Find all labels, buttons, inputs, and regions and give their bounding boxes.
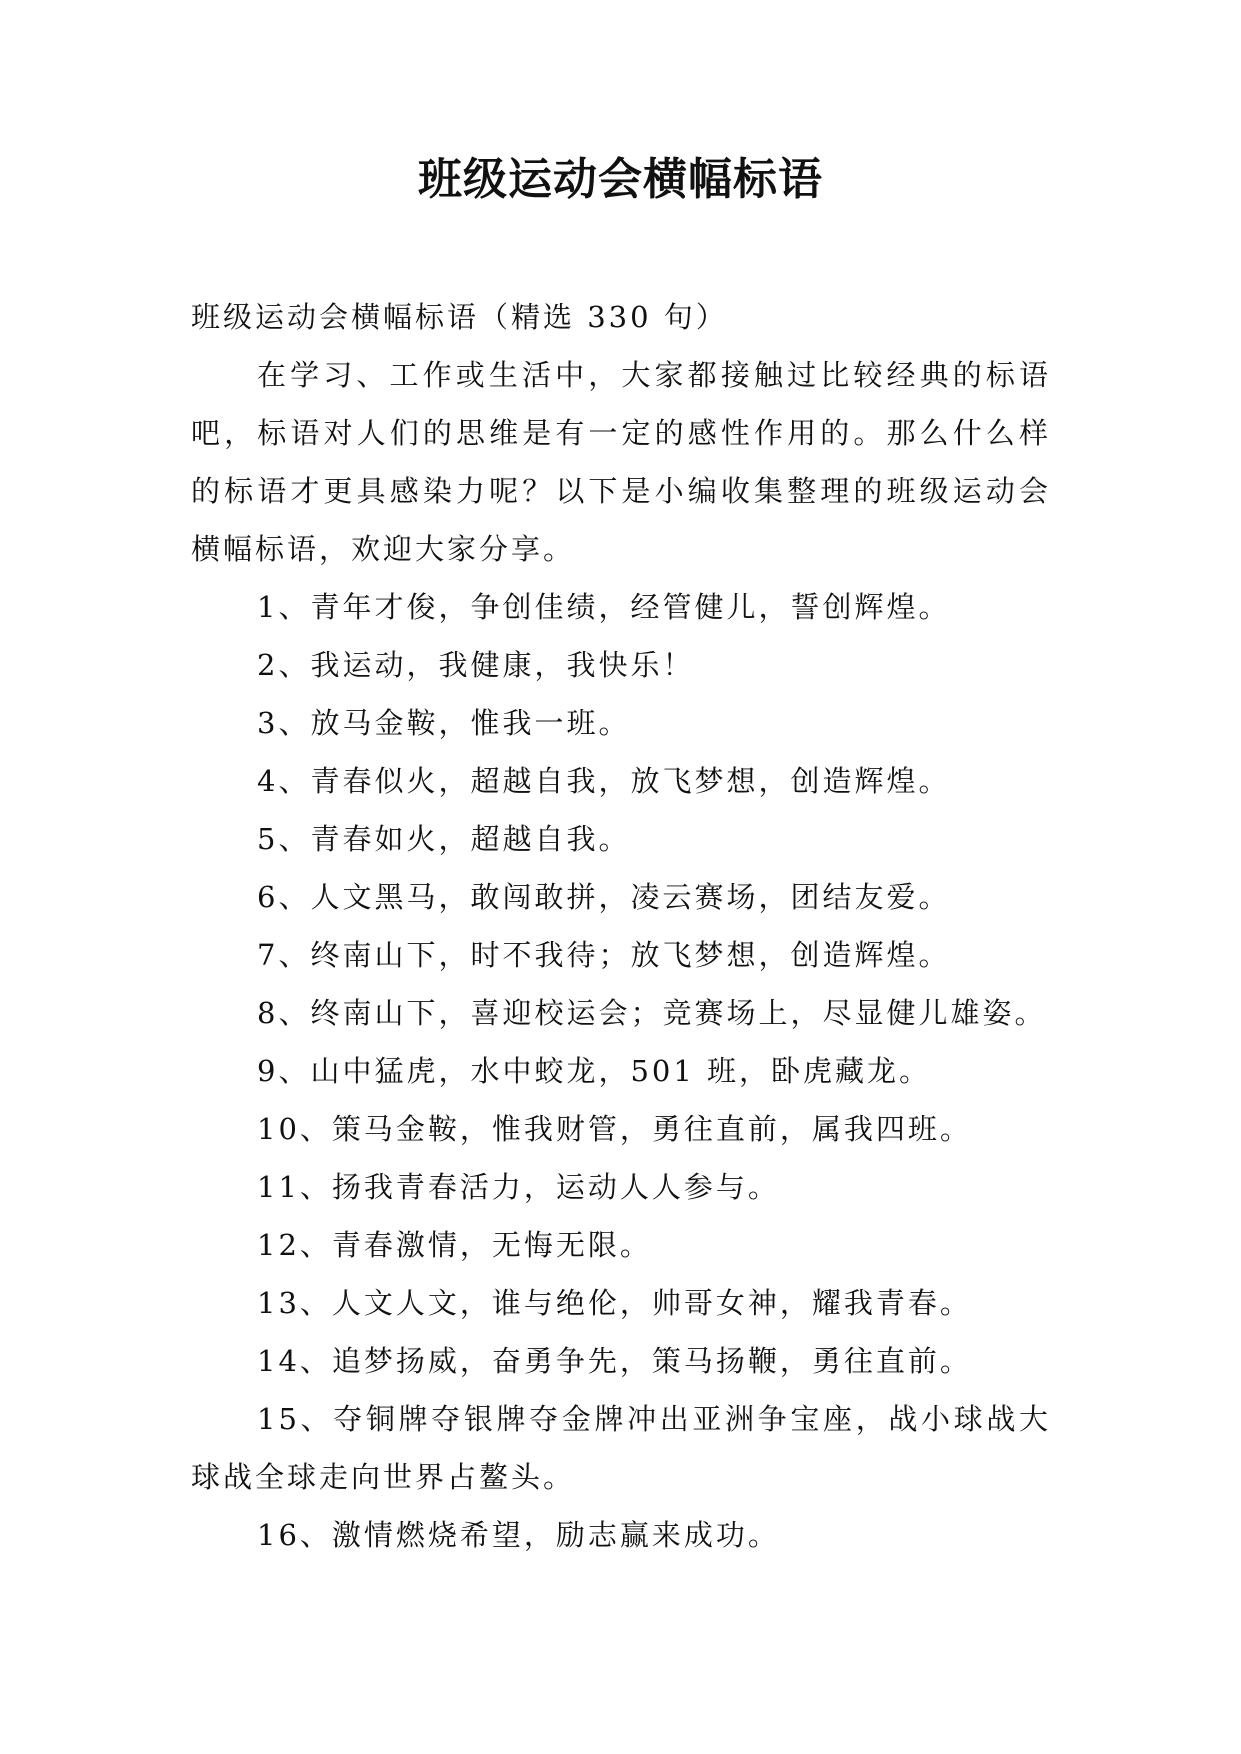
- list-item: 13、人文人文，谁与绝伦，帅哥女神，耀我青春。: [257, 1286, 972, 1320]
- list-item: 4、青春似火，超越自我，放飞梦想，创造辉煌。: [257, 764, 951, 798]
- list-item: 3、放马金鞍，惟我一班。: [257, 706, 631, 740]
- list-item: 10、策马金鞍，惟我财管，勇往直前，属我四班。: [257, 1112, 972, 1146]
- list-item: 2、我运动，我健康，我快乐！: [257, 648, 695, 682]
- list-item: 9、山中猛虎，水中蛟龙，501 班，卧虎藏龙。: [257, 1054, 932, 1088]
- list-item: 1、青年才俊，争创佳绩，经管健儿，誓创辉煌。: [257, 590, 951, 624]
- list-item: 11、扬我青春活力，运动人人参与。: [257, 1170, 780, 1204]
- list-item: 14、追梦扬威，奋勇争先，策马扬鞭，勇往直前。: [257, 1344, 972, 1378]
- list-item: 15、夺铜牌夺银牌夺金牌冲出亚洲争宝座，战小球战大球战全球走向世界占鳌头。: [191, 1402, 1051, 1494]
- list-item: 8、终南山下，喜迎校运会；竞赛场上，尽显健儿雄姿。: [257, 996, 1047, 1030]
- list-item: 12、青春激情，无悔无限。: [257, 1228, 652, 1262]
- document-subtitle: 班级运动会横幅标语（精选 330 句）: [191, 300, 728, 334]
- intro-paragraph: 在学习、工作或生活中，大家都接触过比较经典的标语吧，标语对人们的思维是有一定的感性作用的。那么什么样的标语才更具感染力呢？以下是小编收集整理的班级运动会横幅标语，欢迎大家分享。: [191, 358, 1051, 566]
- document-body: [191, 288, 1051, 1564]
- list-item: 6、人文黑马，敢闯敢拼，凌云赛场，团结友爱。: [257, 880, 951, 914]
- document-title: 班级运动会横幅标语: [418, 154, 823, 205]
- list-item: 7、终南山下，时不我待；放飞梦想，创造辉煌。: [257, 938, 951, 972]
- list-item: 16、激情燃烧希望，励志赢来成功。: [257, 1518, 780, 1552]
- list-item: 5、青春如火，超越自我。: [257, 822, 631, 856]
